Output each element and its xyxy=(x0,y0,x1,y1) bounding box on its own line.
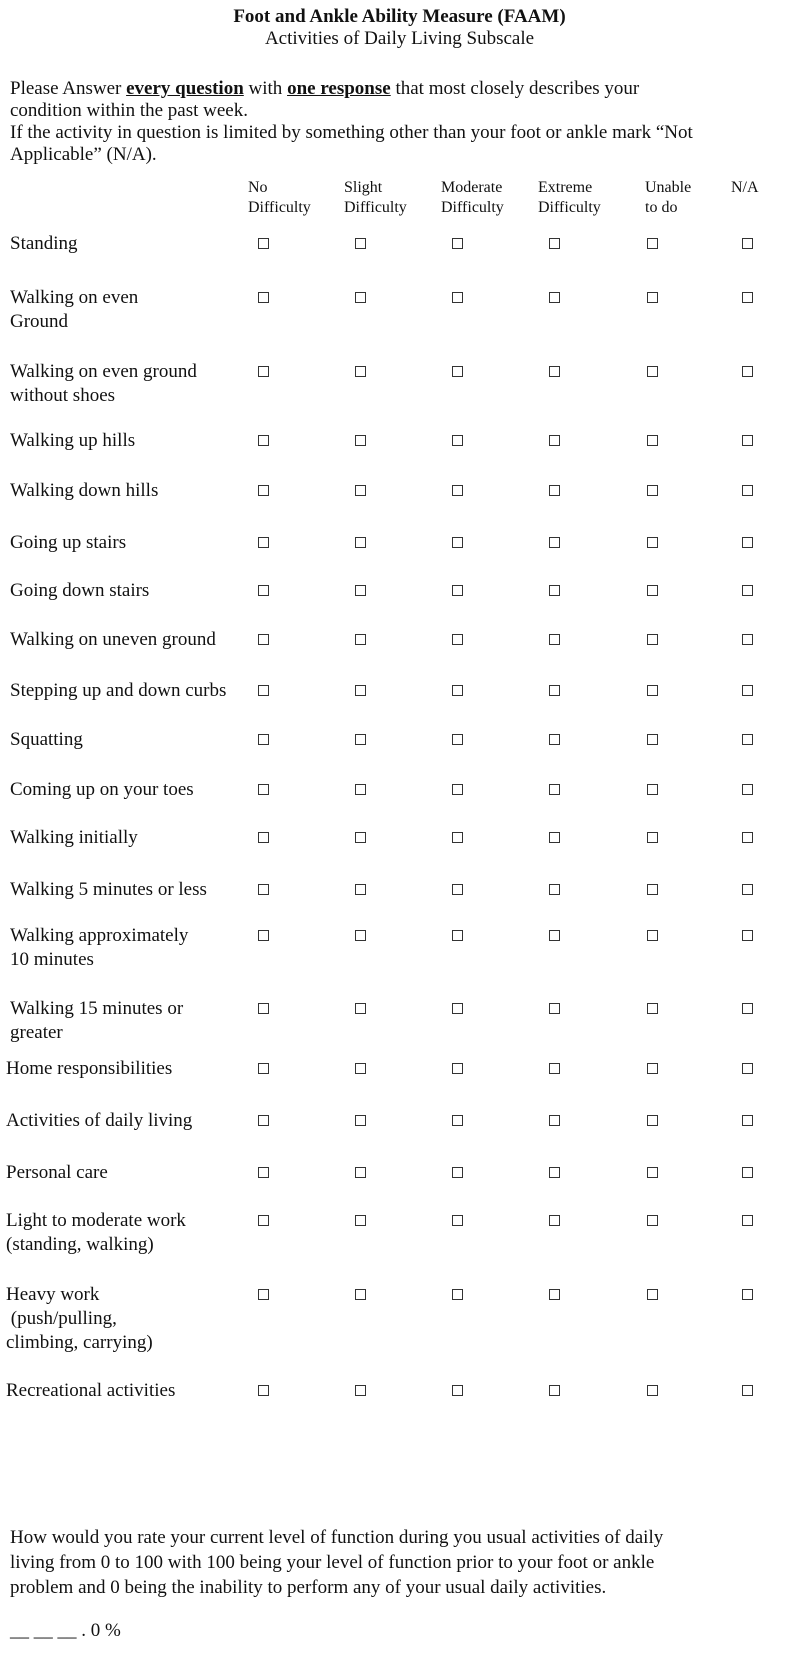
activity-label xyxy=(6,1209,186,1257)
response-checkbox-col-3[interactable] xyxy=(549,292,560,303)
response-checkbox-col-4[interactable] xyxy=(647,634,658,645)
activity-label xyxy=(6,1109,192,1133)
response-checkbox-col-0[interactable] xyxy=(258,1167,269,1178)
activity-label xyxy=(10,924,188,972)
response-checkbox-col-4[interactable] xyxy=(647,930,658,941)
activity-label-line1: Home responsibilities xyxy=(6,1058,173,1079)
response-checkbox-col-0[interactable] xyxy=(258,884,269,895)
column-header-line-1: Slight xyxy=(344,179,383,196)
response-checkbox-col-1[interactable] xyxy=(355,485,366,496)
column-header-line-2: Difficulty xyxy=(248,199,311,216)
response-checkbox-col-4[interactable] xyxy=(647,292,658,303)
response-checkbox-col-2[interactable] xyxy=(452,485,463,496)
response-checkbox-col-1[interactable] xyxy=(355,1167,366,1178)
activity-label-line1: Going down stairs xyxy=(10,580,150,601)
column-header-line-1: No xyxy=(248,179,268,196)
response-checkbox-col-3[interactable] xyxy=(549,734,560,745)
response-checkbox-col-3[interactable] xyxy=(549,366,560,377)
activity-label-line2: Ground xyxy=(10,311,69,332)
response-checkbox-col-2[interactable] xyxy=(452,685,463,696)
response-checkbox-col-1[interactable] xyxy=(355,832,366,843)
column-header-line-1: Moderate xyxy=(441,179,503,196)
activity-label xyxy=(10,286,138,334)
form-subtitle: Activities of Daily Living Subscale xyxy=(264,28,535,49)
response-checkbox-col-3[interactable] xyxy=(549,1215,560,1226)
response-checkbox-col-3[interactable] xyxy=(549,1289,560,1300)
response-checkbox-col-0[interactable] xyxy=(258,1115,269,1126)
activity-label xyxy=(10,878,207,902)
activity-label-line1: Stepping up and down curbs xyxy=(10,680,227,701)
response-checkbox-col-4[interactable] xyxy=(647,537,658,548)
response-checkbox-col-3[interactable] xyxy=(549,832,560,843)
response-checkbox-col-4[interactable] xyxy=(647,1115,658,1126)
response-checkbox-col-2[interactable] xyxy=(452,537,463,548)
activity-label-line2: without shoes xyxy=(10,385,116,406)
response-checkbox-col-2[interactable] xyxy=(452,634,463,645)
response-checkbox-col-5[interactable] xyxy=(742,734,753,745)
response-checkbox-col-1[interactable] xyxy=(355,734,366,745)
response-checkbox-col-5[interactable] xyxy=(742,832,753,843)
response-checkbox-col-2[interactable] xyxy=(452,1289,463,1300)
activity-label xyxy=(6,1161,108,1185)
response-checkbox-col-0[interactable] xyxy=(258,485,269,496)
response-checkbox-col-5[interactable] xyxy=(742,634,753,645)
column-header-0 xyxy=(248,178,311,218)
response-checkbox-col-5[interactable] xyxy=(742,1167,753,1178)
activity-label-line2: 10 minutes xyxy=(10,949,94,970)
activity-label-line1: Walking down hills xyxy=(10,480,159,501)
instructions-line-1 xyxy=(10,78,795,100)
question-line-3: problem and 0 being the inability to perform any of your usual daily activities. xyxy=(10,1577,607,1598)
response-checkbox-col-1[interactable] xyxy=(355,634,366,645)
response-checkbox-col-1[interactable] xyxy=(355,585,366,596)
instr-text-e: that most closely describes your xyxy=(390,78,640,99)
response-checkbox-col-1[interactable] xyxy=(355,238,366,249)
activity-label xyxy=(6,1057,172,1081)
column-header-line-2: to do xyxy=(645,199,678,216)
function-rating-answer[interactable]: __ __ __ . 0 % xyxy=(10,1620,121,1641)
response-checkbox-col-1[interactable] xyxy=(355,685,366,696)
response-checkbox-col-2[interactable] xyxy=(452,435,463,446)
activity-label-line1: Walking 5 minutes or less xyxy=(10,879,207,900)
response-checkbox-col-4[interactable] xyxy=(647,832,658,843)
response-checkbox-col-2[interactable] xyxy=(452,1167,463,1178)
response-checkbox-col-5[interactable] xyxy=(742,435,753,446)
response-checkbox-col-5[interactable] xyxy=(742,685,753,696)
response-checkbox-col-0[interactable] xyxy=(258,1289,269,1300)
activity-label xyxy=(6,1379,175,1403)
instructions-line-4: Applicable” (N/A). xyxy=(10,144,157,165)
activity-label-line1: Walking on uneven ground xyxy=(10,629,216,650)
response-checkbox-col-5[interactable] xyxy=(742,1289,753,1300)
response-checkbox-col-2[interactable] xyxy=(452,734,463,745)
response-checkbox-col-5[interactable] xyxy=(742,1003,753,1014)
response-checkbox-col-1[interactable] xyxy=(355,292,366,303)
question-line-1: How would you rate your current level of function during you usual activities of daily xyxy=(10,1527,664,1548)
response-checkbox-col-3[interactable] xyxy=(549,884,560,895)
response-checkbox-col-3[interactable] xyxy=(549,1167,560,1178)
response-checkbox-col-2[interactable] xyxy=(452,585,463,596)
response-checkbox-col-0[interactable] xyxy=(258,734,269,745)
column-header-5 xyxy=(731,178,759,198)
column-header-3 xyxy=(538,178,601,218)
response-checkbox-col-3[interactable] xyxy=(549,784,560,795)
response-checkbox-col-5[interactable] xyxy=(742,1115,753,1126)
activity-label-line1: Coming up on your toes xyxy=(10,779,194,800)
response-checkbox-col-2[interactable] xyxy=(452,784,463,795)
activity-label-line1: Heavy work xyxy=(6,1284,100,1305)
response-checkbox-col-0[interactable] xyxy=(258,1063,269,1074)
response-checkbox-col-5[interactable] xyxy=(742,366,753,377)
response-checkbox-col-4[interactable] xyxy=(647,366,658,377)
instr-text-c: with xyxy=(243,78,288,99)
response-checkbox-col-3[interactable] xyxy=(549,585,560,596)
response-checkbox-col-3[interactable] xyxy=(549,537,560,548)
activity-label-line1: Walking on even xyxy=(10,287,139,308)
response-checkbox-col-5[interactable] xyxy=(742,238,753,249)
response-checkbox-col-3[interactable] xyxy=(549,485,560,496)
activity-label xyxy=(10,531,126,555)
response-checkbox-col-3[interactable] xyxy=(549,435,560,446)
response-checkbox-col-0[interactable] xyxy=(258,585,269,596)
response-checkbox-col-5[interactable] xyxy=(742,784,753,795)
activity-label xyxy=(10,429,135,453)
response-checkbox-col-0[interactable] xyxy=(258,366,269,377)
activity-label xyxy=(10,232,78,256)
response-checkbox-col-1[interactable] xyxy=(355,1115,366,1126)
response-checkbox-col-4[interactable] xyxy=(647,1289,658,1300)
response-checkbox-col-3[interactable] xyxy=(549,1115,560,1126)
response-checkbox-col-1[interactable] xyxy=(355,1063,366,1074)
activity-label-line1: Walking up hills xyxy=(10,430,136,451)
activity-label xyxy=(10,778,194,802)
response-checkbox-col-2[interactable] xyxy=(452,292,463,303)
response-checkbox-col-2[interactable] xyxy=(452,238,463,249)
response-checkbox-col-5[interactable] xyxy=(742,537,753,548)
response-checkbox-col-4[interactable] xyxy=(647,884,658,895)
instr-emphasis-one-response: one response xyxy=(287,78,391,99)
activity-label xyxy=(6,1283,153,1355)
activity-label-line1: Squatting xyxy=(10,729,83,750)
instr-emphasis-every-question: every question xyxy=(126,78,244,99)
activity-label-line1: Standing xyxy=(10,233,78,254)
activity-label-line1: Personal care xyxy=(6,1162,108,1183)
form-title: Foot and Ankle Ability Measure (FAAM) xyxy=(233,6,566,27)
response-checkbox-col-3[interactable] xyxy=(549,238,560,249)
activity-label-line3: climbing, carrying) xyxy=(6,1332,153,1353)
column-header-line-1: Extreme xyxy=(538,179,593,196)
response-checkbox-col-0[interactable] xyxy=(258,292,269,303)
response-checkbox-col-3[interactable] xyxy=(549,685,560,696)
function-rating-question xyxy=(10,1525,795,1600)
response-checkbox-col-1[interactable] xyxy=(355,884,366,895)
activity-label-line1: Walking on even ground xyxy=(10,361,197,382)
response-checkbox-col-4[interactable] xyxy=(647,485,658,496)
response-checkbox-col-2[interactable] xyxy=(452,884,463,895)
response-checkbox-col-4[interactable] xyxy=(647,1167,658,1178)
response-checkbox-col-3[interactable] xyxy=(549,634,560,645)
activity-label xyxy=(10,579,149,603)
column-header-line-2: Difficulty xyxy=(441,199,504,216)
response-checkbox-col-0[interactable] xyxy=(258,1215,269,1226)
response-checkbox-col-3[interactable] xyxy=(549,1385,560,1396)
response-checkbox-col-3[interactable] xyxy=(549,930,560,941)
activity-label-line1: Light to moderate work xyxy=(6,1210,186,1231)
response-checkbox-col-5[interactable] xyxy=(742,884,753,895)
response-checkbox-col-1[interactable] xyxy=(355,537,366,548)
activity-label-line2: (push/pulling, xyxy=(6,1308,117,1329)
response-checkbox-col-0[interactable] xyxy=(258,1003,269,1014)
response-checkbox-col-4[interactable] xyxy=(647,435,658,446)
activity-label-line1: Activities of daily living xyxy=(6,1110,193,1131)
response-checkbox-col-0[interactable] xyxy=(258,537,269,548)
activity-label xyxy=(10,679,226,703)
response-checkbox-col-0[interactable] xyxy=(258,634,269,645)
response-checkbox-col-4[interactable] xyxy=(647,1003,658,1014)
response-checkbox-col-5[interactable] xyxy=(742,485,753,496)
response-checkbox-col-4[interactable] xyxy=(647,734,658,745)
response-checkbox-col-5[interactable] xyxy=(742,1063,753,1074)
question-line-2: living from 0 to 100 with 100 being your level of function prior to your foot or ankle xyxy=(10,1552,655,1573)
activity-label xyxy=(10,479,158,503)
response-checkbox-col-5[interactable] xyxy=(742,930,753,941)
activity-label-line2: (standing, walking) xyxy=(6,1234,154,1255)
response-checkbox-col-2[interactable] xyxy=(452,832,463,843)
response-checkbox-col-0[interactable] xyxy=(258,685,269,696)
response-checkbox-col-5[interactable] xyxy=(742,292,753,303)
activity-label-line1: Walking 15 minutes or xyxy=(10,998,184,1019)
response-checkbox-col-1[interactable] xyxy=(355,1289,366,1300)
response-checkbox-col-1[interactable] xyxy=(355,1385,366,1396)
response-checkbox-col-0[interactable] xyxy=(258,435,269,446)
response-checkbox-col-4[interactable] xyxy=(647,585,658,596)
response-checkbox-col-1[interactable] xyxy=(355,435,366,446)
response-checkbox-col-0[interactable] xyxy=(258,1385,269,1396)
instructions-line-3: If the activity in question is limited by something other than your foot or ankle mark “Not xyxy=(10,122,693,143)
response-checkbox-col-2[interactable] xyxy=(452,1115,463,1126)
activity-label xyxy=(10,728,83,752)
response-checkbox-col-0[interactable] xyxy=(258,832,269,843)
response-checkbox-col-2[interactable] xyxy=(452,1003,463,1014)
response-checkbox-col-1[interactable] xyxy=(355,784,366,795)
activity-label xyxy=(10,997,183,1045)
column-header-2 xyxy=(441,178,504,218)
column-header-line-1: Unable xyxy=(645,179,692,196)
response-checkbox-col-2[interactable] xyxy=(452,1385,463,1396)
response-checkbox-col-4[interactable] xyxy=(647,1063,658,1074)
response-checkbox-col-4[interactable] xyxy=(647,1385,658,1396)
instructions xyxy=(10,78,795,166)
response-checkbox-col-4[interactable] xyxy=(647,784,658,795)
response-checkbox-col-0[interactable] xyxy=(258,238,269,249)
activity-label-line2: greater xyxy=(10,1022,63,1043)
column-header-1 xyxy=(344,178,407,218)
response-checkbox-col-0[interactable] xyxy=(258,930,269,941)
response-checkbox-col-5[interactable] xyxy=(742,585,753,596)
activity-label-line1: Going up stairs xyxy=(10,532,127,553)
activity-label-line1: Recreational activities xyxy=(6,1380,176,1401)
instructions-line-2: condition within the past week. xyxy=(10,100,248,121)
activity-label xyxy=(10,826,138,850)
response-checkbox-col-2[interactable] xyxy=(452,1215,463,1226)
activity-label-line1: Walking initially xyxy=(10,827,138,848)
response-checkbox-col-2[interactable] xyxy=(452,930,463,941)
column-header-line-2: Difficulty xyxy=(538,199,601,216)
column-header-line-1: N/A xyxy=(731,179,759,196)
response-checkbox-col-5[interactable] xyxy=(742,1385,753,1396)
activity-label xyxy=(10,360,197,408)
activity-label xyxy=(10,628,216,652)
instr-text-a: Please Answer xyxy=(10,78,127,99)
response-checkbox-col-4[interactable] xyxy=(647,685,658,696)
response-checkbox-col-1[interactable] xyxy=(355,930,366,941)
response-checkbox-col-4[interactable] xyxy=(647,1215,658,1226)
column-header-4 xyxy=(645,178,691,218)
response-checkbox-col-0[interactable] xyxy=(258,784,269,795)
response-checkbox-col-3[interactable] xyxy=(549,1063,560,1074)
response-checkbox-col-2[interactable] xyxy=(452,1063,463,1074)
response-checkbox-col-4[interactable] xyxy=(647,238,658,249)
response-checkbox-col-3[interactable] xyxy=(549,1003,560,1014)
response-checkbox-col-1[interactable] xyxy=(355,366,366,377)
response-checkbox-col-1[interactable] xyxy=(355,1003,366,1014)
column-header-line-2: Difficulty xyxy=(344,199,407,216)
response-checkbox-col-5[interactable] xyxy=(742,1215,753,1226)
response-checkbox-col-2[interactable] xyxy=(452,366,463,377)
activity-label-line1: Walking approximately xyxy=(10,925,189,946)
response-checkbox-col-1[interactable] xyxy=(355,1215,366,1226)
